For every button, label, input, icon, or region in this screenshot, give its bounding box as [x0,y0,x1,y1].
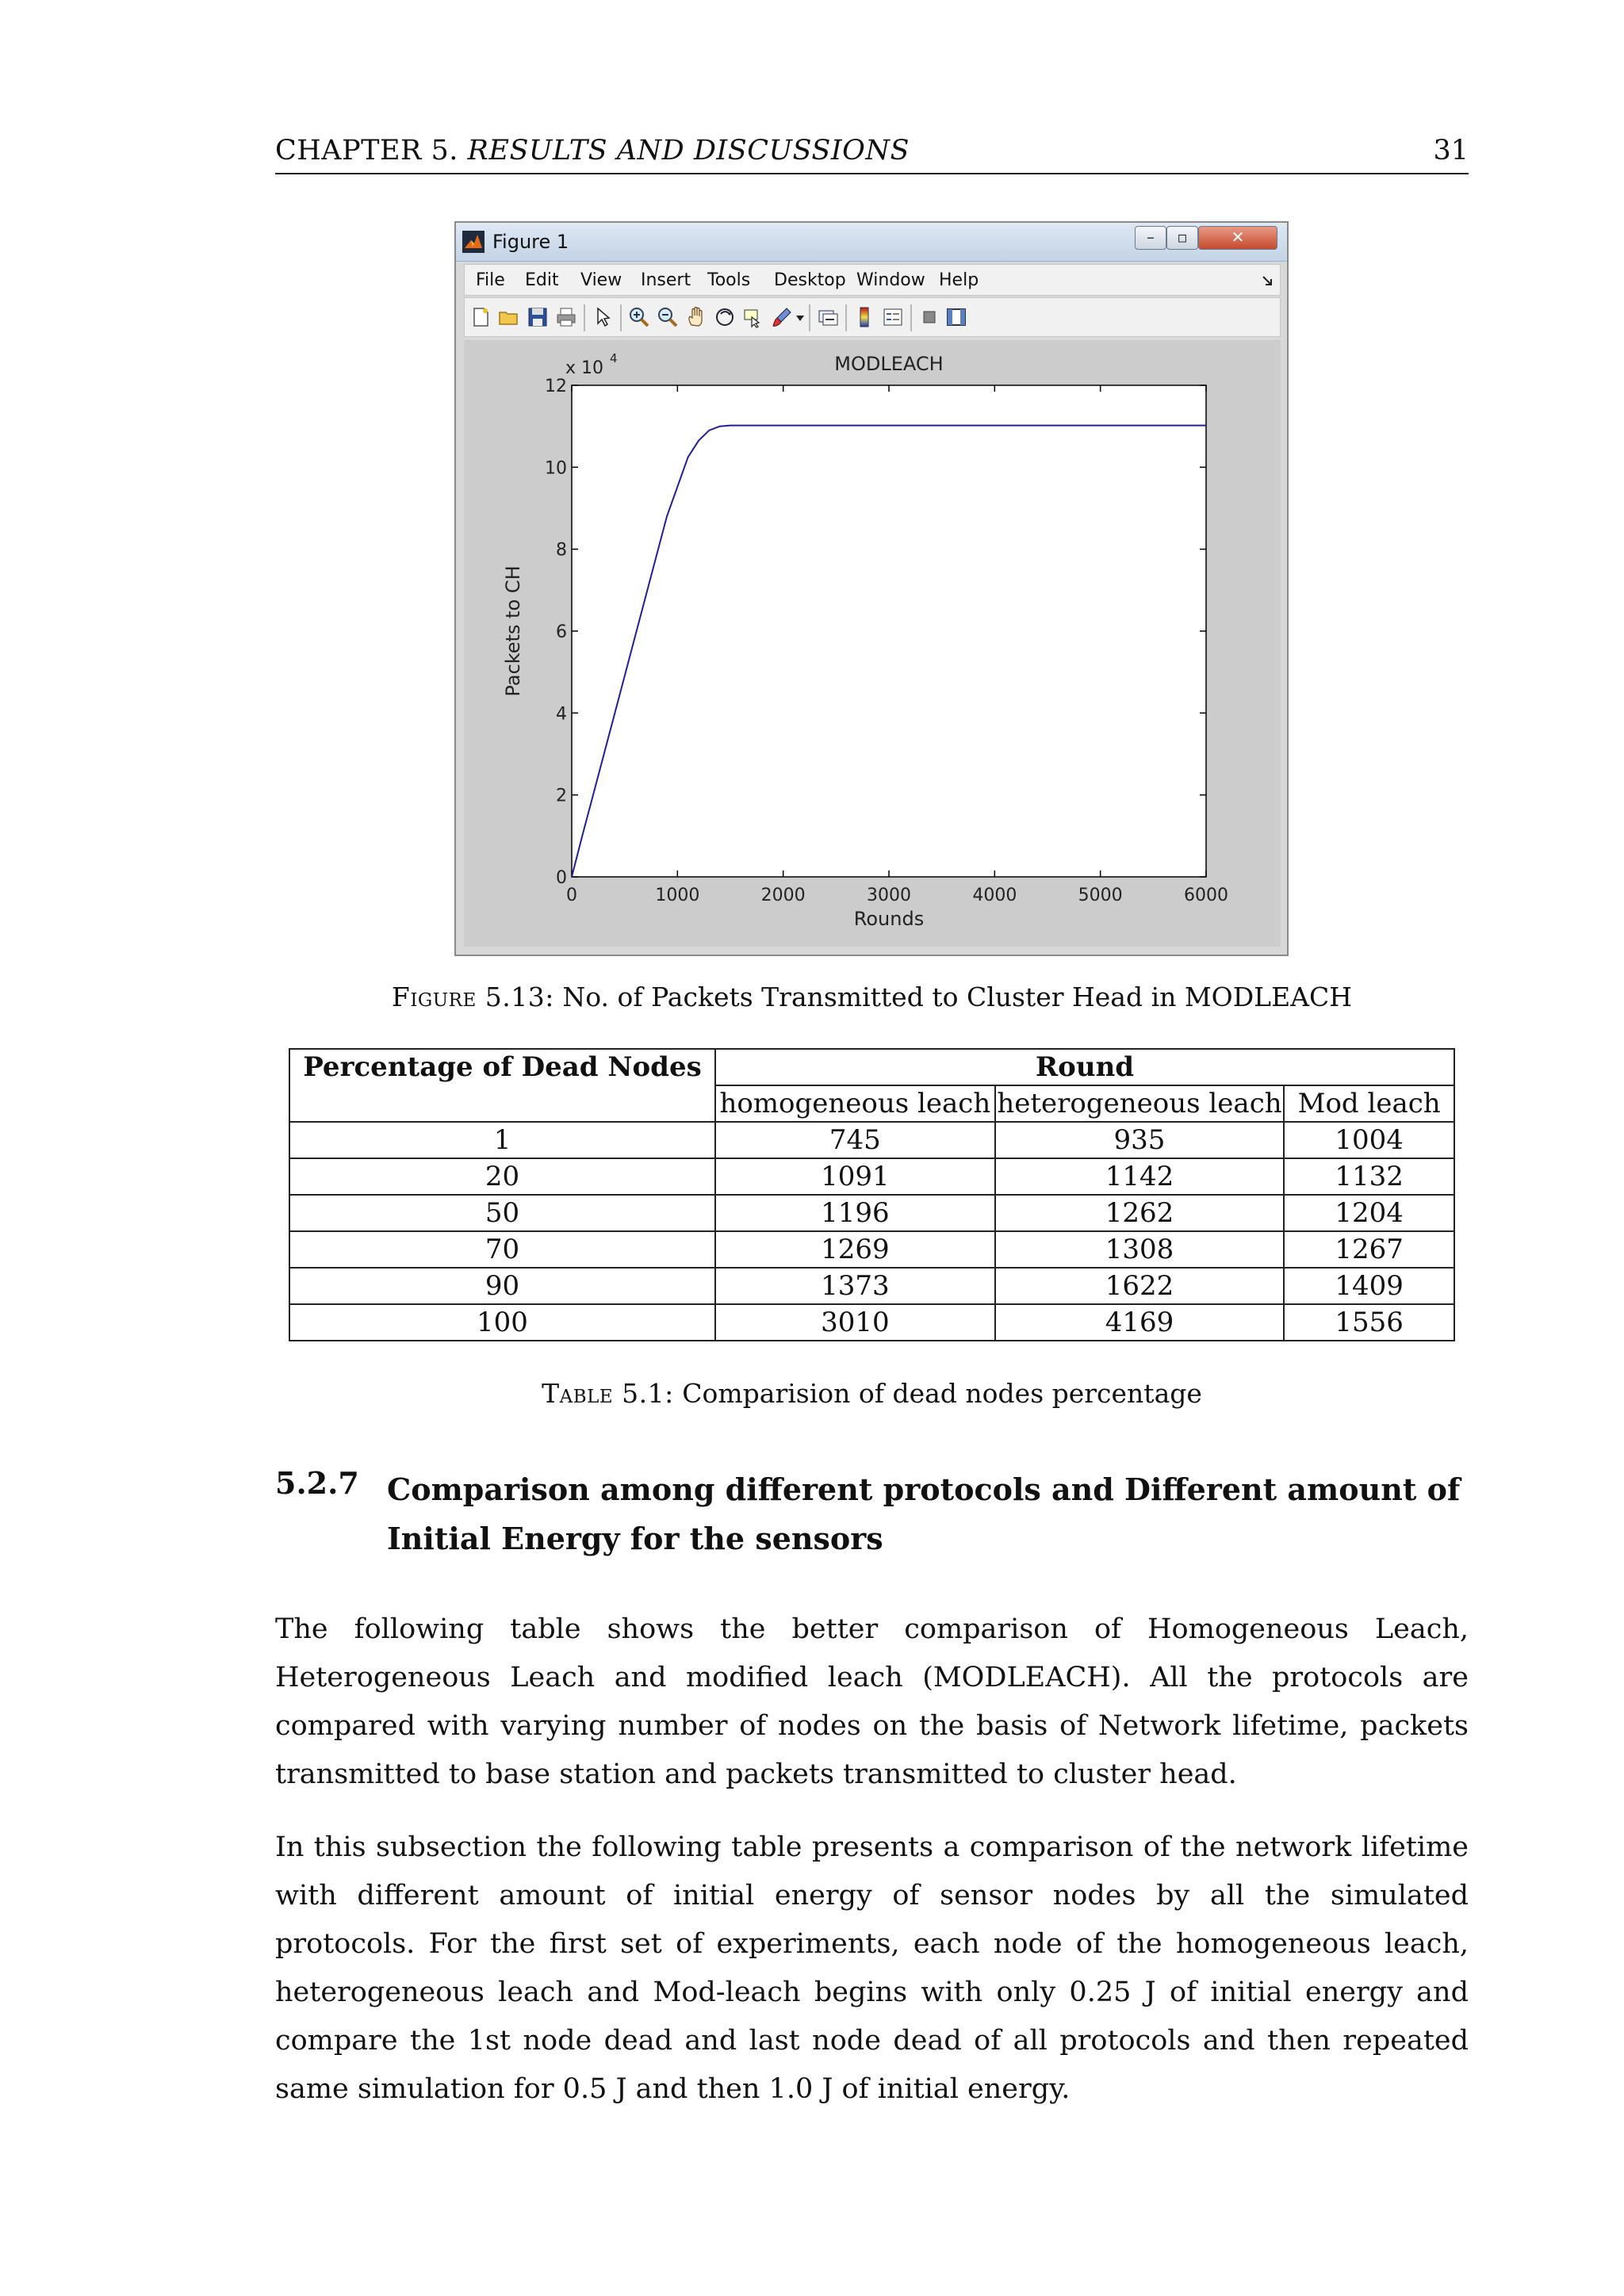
toolbar-separator [584,304,585,331]
save-icon[interactable] [527,306,549,328]
y-tick-label: 10 [545,458,567,479]
menu-tools[interactable]: Tools [707,270,751,290]
table-cell: 1132 [1284,1158,1454,1195]
table-cell: 70 [289,1231,715,1268]
table-cell: 1409 [1284,1268,1454,1304]
dead-nodes-table [289,1048,1455,1341]
dock-arrow-icon[interactable] [1261,274,1274,287]
close-button[interactable]: ✕ [1198,226,1277,250]
x-tick-label: 4000 [972,886,1017,905]
table-header-round: Round [715,1049,1454,1085]
data-cursor-icon[interactable] [742,306,764,328]
figure-toolbar [464,297,1281,337]
matlab-logo-icon [462,231,485,253]
table-caption-label: Table 5.1: [542,1378,674,1409]
running-header [275,133,1469,174]
table-col-heterogeneous: heterogeneous leach [995,1085,1285,1122]
colorbar-icon[interactable] [853,306,875,328]
legend-icon[interactable] [882,306,904,328]
table-row [289,1304,1454,1341]
window-title: Figure 1 [492,231,569,253]
y-tick-label: 6 [556,622,567,642]
show-plot-tools-icon[interactable] [945,306,967,328]
figure-caption [275,982,1469,1012]
table-cell: 1091 [715,1158,995,1195]
table-cell: 20 [289,1158,715,1195]
y-tick-label: 12 [545,377,567,396]
table-cell: 100 [289,1304,715,1341]
table-cell: 745 [715,1122,995,1158]
toolbar-separator [910,304,912,331]
menu-bar [464,264,1281,296]
menu-insert[interactable]: Insert [641,270,691,290]
body-paragraph: In this subsection the following table presents a comparison of the network lifetime with different amount of initial energy of sensor nodes by all the simulated protocols. For the first set of experiments, each node of the homogeneous leach, heterogeneous leach and Mod-leach begins with only 0.25 J of initial energy and compare the 1st node dead and last node dead of all protocols and then repeated same simulation for 0.5 J and then 1.0 J of initial energy. [275,1831,1469,2105]
table-cell: 1622 [995,1268,1285,1304]
plot-area [464,340,1281,947]
link-plot-icon[interactable] [817,306,839,328]
y-tick-label: 0 [556,868,567,888]
table-cell: 1196 [715,1195,995,1231]
pan-hand-icon[interactable] [685,306,707,328]
chapter-label: CHAPTER 5. [275,135,458,166]
line-chart[interactable] [464,340,1281,947]
y-tick-label: 2 [556,786,567,806]
toolbar-separator [620,304,622,331]
table-cell: 1262 [995,1195,1285,1231]
x-tick-label: 6000 [1184,886,1228,905]
table-cell: 1 [289,1122,715,1158]
open-folder-icon[interactable] [498,306,520,328]
x-tick-label: 0 [566,886,577,905]
table-row [289,1195,1454,1231]
body-paragraph: The following table shows the better comparison of Homogeneous Leach, Heterogeneous Leach and modified leach (MODLEACH). All the protocols are compared with varying number of nodes on the basis of Network lifetime, packets transmitted to base station and packets transmitted to cluster head. [275,1613,1469,1790]
minimize-button[interactable]: – [1135,226,1166,250]
zoom-out-icon[interactable] [657,306,679,328]
table-row [289,1158,1454,1195]
toolbar-separator [845,304,847,331]
y-tick-label: 8 [556,540,567,561]
table-cell: 50 [289,1195,715,1231]
menu-view[interactable]: View [580,270,622,290]
table-cell: 1556 [1284,1304,1454,1341]
chart-title: MODLEACH [834,353,944,375]
table-row [289,1231,1454,1268]
menu-edit[interactable]: Edit [525,270,559,290]
x-tick-label: 2000 [760,886,806,905]
matlab-figure-window [454,221,1289,956]
table-cell: 935 [995,1122,1285,1158]
x-tick-label: 1000 [655,886,700,905]
rotate-3d-icon[interactable] [714,306,736,328]
section-number: 5.2.7 [275,1465,359,1501]
section-title: Comparison among different protocols and Different amount of Initial Energy for the sensors [387,1471,1461,1556]
table-row [289,1122,1454,1158]
table-col-modleach: Mod leach [1284,1085,1454,1122]
figure-caption-text: No. of Packets Transmitted to Cluster Head in MODLEACH [562,982,1353,1012]
table-caption [275,1378,1469,1409]
table-cell: 1373 [715,1268,995,1304]
y-axis-label: Packets to CH [502,565,524,697]
page-number: 31 [1433,135,1469,166]
x-axis-label: Rounds [853,908,925,930]
maximize-button[interactable]: ▫ [1166,226,1198,250]
new-file-icon[interactable] [469,306,492,328]
table-cell: 1269 [715,1231,995,1268]
table-caption-text: Comparision of dead nodes percentage [682,1378,1202,1409]
select-arrow-icon[interactable] [592,306,614,328]
print-icon[interactable] [555,306,577,328]
figure-caption-label: Figure 5.13: [391,982,554,1012]
toolbar-separator [809,304,810,331]
menu-file[interactable]: File [476,270,505,290]
axes-box [572,385,1206,877]
table-cell: 1004 [1284,1122,1454,1158]
table-cell: 4169 [995,1304,1285,1341]
menu-desktop[interactable]: Desktop [774,270,846,290]
table-col-homogeneous: homogeneous leach [715,1085,995,1122]
window-titlebar[interactable] [456,223,1287,262]
menu-window[interactable]: Window [856,270,925,290]
y-multiplier-label: x 10 [565,358,604,378]
x-tick-label: 5000 [1078,886,1123,905]
menu-help[interactable]: Help [939,270,979,290]
table-cell: 1308 [995,1231,1285,1268]
table-row [289,1268,1454,1304]
y-tick-label: 4 [556,704,567,725]
brush-icon[interactable] [771,306,793,328]
table-cell: 1267 [1284,1231,1454,1268]
x-tick-label: 3000 [867,886,911,905]
chapter-title: RESULTS AND DISCUSSIONS [467,135,910,166]
y-multiplier-exponent: 4 [610,351,618,365]
table-header-percentage: Percentage of Dead Nodes [289,1049,715,1122]
table-cell: 1204 [1284,1195,1454,1231]
brush-dropdown-icon[interactable] [796,316,804,322]
hide-plot-tools-icon[interactable] [918,306,940,328]
table-cell: 1142 [995,1158,1285,1195]
zoom-in-icon[interactable] [628,306,650,328]
table-cell: 90 [289,1268,715,1304]
table-cell: 3010 [715,1304,995,1341]
